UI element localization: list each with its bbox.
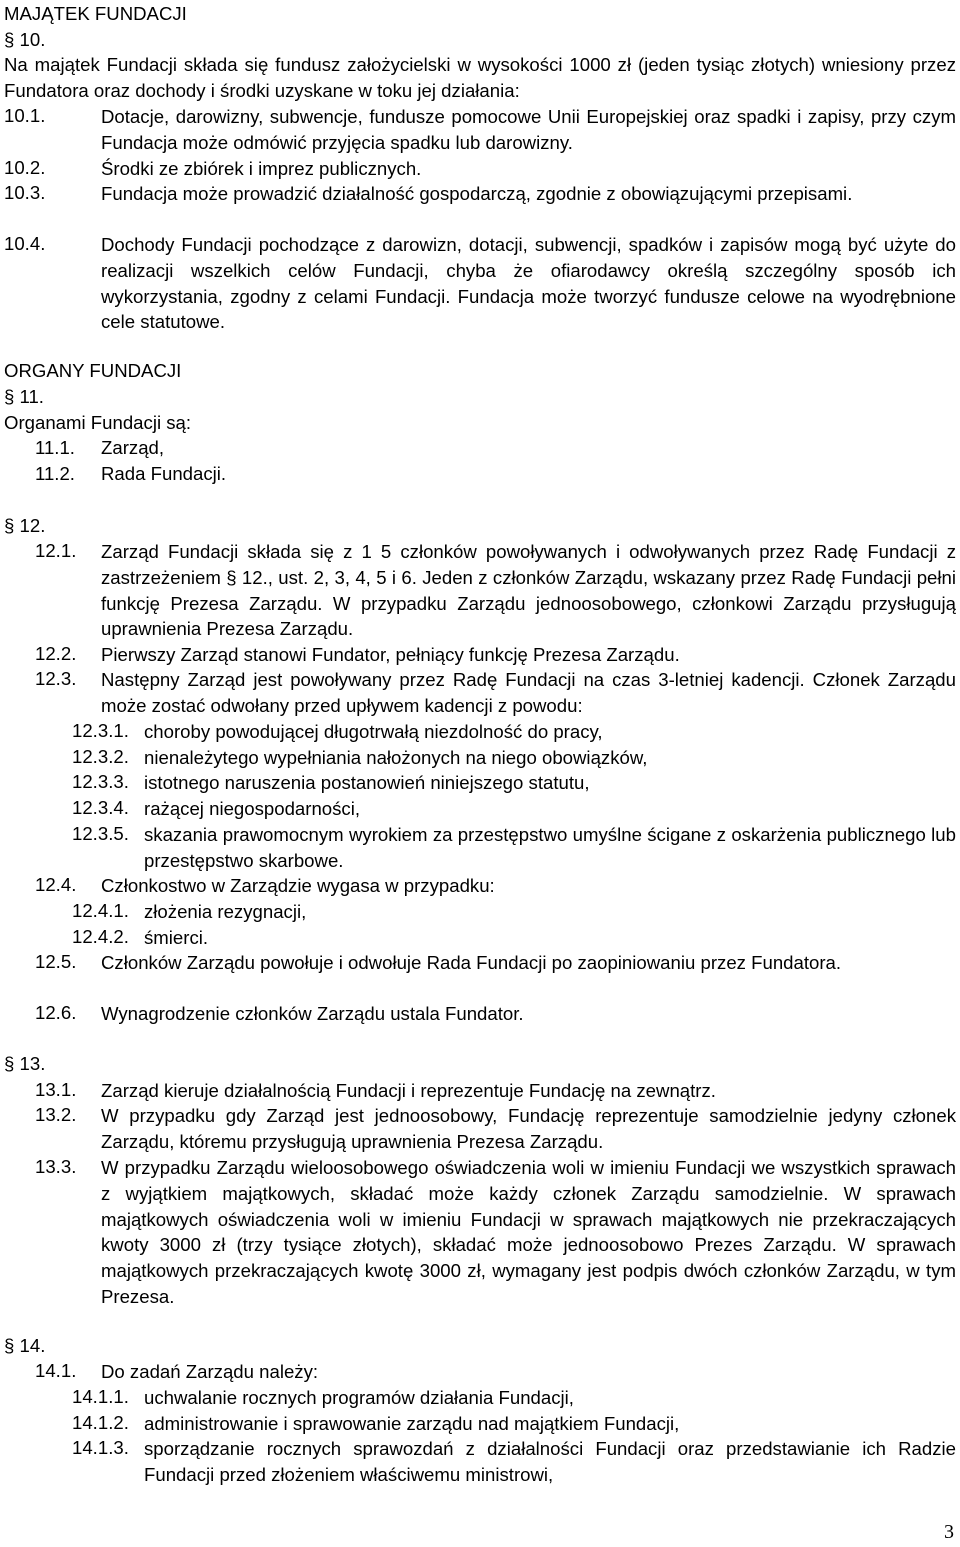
section-number-11: § 11. (4, 386, 44, 407)
sec11-intro: Organami Fundacji są: (4, 412, 192, 433)
page-number: 3 (944, 1521, 954, 1543)
item-text: Środki ze zbiórek i imprez publicznych. (101, 158, 422, 179)
item-text: Członkostwo w Zarządzie wygasa w przypadku: (101, 875, 495, 896)
item-text: Zarząd, (101, 437, 165, 458)
item-number: 12.1. (35, 540, 77, 561)
subitem-number: 12.3.3. (72, 771, 129, 792)
item-number: 10.1. (4, 105, 46, 126)
section-heading-organy: ORGANY FUNDACJI (4, 360, 182, 381)
section-number-14: § 14. (4, 1335, 46, 1356)
subitem-number: 12.4.1. (72, 900, 129, 921)
item-text: Następny Zarząd jest powoływany przez Radę Fundacji na czas 3-letniej kadencji. Członek Zarządu może zostać odwołany przed upływem kadencji z powodu: (101, 669, 956, 716)
item-number: 12.5. (35, 951, 77, 972)
item-text: W przypadku Zarządu wieloosobowego oświadczenia woli w imieniu Fundacji we wszystkich sprawach z wyjątkiem majątkowych, składać może każdy członek Zarządu samodzielnie. W sprawach majątkowych oświadczenia woli w imieniu Fundacji w sprawach majątkowych nie przekraczających kwoty 3000 zł (trzy tysiące złotych), składać może jednoosobowo Prezes Zarządu. W sprawach majątkowych przekraczających kwotę 3000 zł, wymagany jest podpis dwóch członków Zarządu, w tym Prezesa. (101, 1157, 956, 1307)
subitem-text: choroby powodującej długotrwałą niezdolność do pracy, (144, 721, 603, 742)
subitem-text: rażącej niegospodarności, (144, 798, 361, 819)
item-number: 10.3. (4, 182, 46, 203)
subitem-number: 14.1.3. (72, 1437, 129, 1458)
item-text: Zarząd kieruje działalnością Fundacji i reprezentuje Fundację na zewnątrz. (101, 1080, 716, 1101)
section-number-12: § 12. (4, 515, 46, 536)
item-text: Zarząd Fundacji składa się z 1 5 członków powoływanych i odwoływanych przez Radę Fundacji z zastrzeżeniem § 12., ust. 2, 3, 4, 5 i 6. Jeden z członków Zarządu, wskazany przez Radę Fundacji pełni funkcję Prezesa Zarządu. W przypadku Zarządu jednoosobowego, członkowi Zarządu przysługują uprawnienia Prezesa Zarządu. (101, 541, 956, 640)
subitem-number: 14.1.1. (72, 1386, 129, 1407)
item-text: Dotacje, darowizny, subwencje, fundusze pomocowe Unii Europejskiej oraz spadki i zapisy, przy czym Fundacja może odmówić przyjęcia spadku lub darowizny. (101, 106, 956, 153)
subitem-text: śmierci. (144, 927, 209, 948)
subitem-text: złożenia rezygnacji, (144, 901, 307, 922)
subitem-text: uchwalanie rocznych programów działania Fundacji, (144, 1387, 574, 1408)
item-text: W przypadku gdy Zarząd jest jednoosobowy, Fundację reprezentuje samodzielnie jedyny członek Zarządu, któremu przysługują uprawnienia Prezesa Zarządu. (101, 1105, 956, 1152)
subitem-number: 12.3.4. (72, 797, 129, 818)
item-text: Dochody Fundacji pochodzące z darowizn, dotacji, subwencji, spadków i zapisów mogą być użyte do realizacji wszelkich celów Fundacji, chyba że ofiarodawcy określą szczególny sposób ich wykorzystania, zgodny z celami Fundacji. Fundacja może tworzyć fundusze celowe na wyodrębnione cele statutowe. (101, 234, 956, 333)
subitem-text: administrowanie i sprawowanie zarządu nad majątkiem Fundacji, (144, 1413, 680, 1434)
item-number: 14.1. (35, 1360, 77, 1381)
subitem-text: istotnego naruszenia postanowień niniejszego statutu, (144, 772, 590, 793)
subitem-text: sporządzanie rocznych sprawozdań z działalności Fundacji oraz przedstawianie ich Radzie Fundacji przed złożeniem właściwemu ministrowi, (144, 1438, 956, 1485)
item-number: 10.2. (4, 157, 46, 178)
item-number: 12.4. (35, 874, 77, 895)
section-heading-majatek: MAJĄTEK FUNDACJI (4, 3, 187, 24)
subitem-number: 12.3.2. (72, 746, 129, 767)
item-number: 12.6. (35, 1002, 77, 1023)
subitem-text: nienależytego wypełniania nałożonych na niego obowiązków, (144, 747, 648, 768)
item-text: Rada Fundacji. (101, 463, 227, 484)
item-text: Do zadań Zarządu należy: (101, 1361, 319, 1382)
section-number-10: § 10. (4, 29, 46, 50)
subitem-number: 12.3.5. (72, 823, 129, 844)
item-text: Członków Zarządu powołuje i odwołuje Rada Fundacji po zaopiniowaniu przez Fundatora. (101, 952, 842, 973)
subitem-number: 12.4.2. (72, 926, 129, 947)
item-text: Pierwszy Zarząd stanowi Fundator, pełniący funkcję Prezesa Zarządu. (101, 644, 680, 665)
item-number: 13.2. (35, 1104, 77, 1125)
item-number: 12.3. (35, 668, 77, 689)
subitem-number: 14.1.2. (72, 1412, 129, 1433)
item-number: 10.4. (4, 233, 46, 254)
item-number: 11.2. (35, 463, 75, 484)
section-number-13: § 13. (4, 1053, 46, 1074)
item-text: Fundacja może prowadzić działalność gospodarczą, zgodnie z obowiązującymi przepisami. (101, 183, 853, 204)
item-text: Wynagrodzenie członków Zarządu ustala Fundator. (101, 1003, 524, 1024)
item-number: 13.3. (35, 1156, 77, 1177)
subitem-number: 12.3.1. (72, 720, 129, 741)
item-number: 11.1. (35, 437, 75, 458)
subitem-text: skazania prawomocnym wyrokiem za przestępstwo umyślne ścigane z oskarżenia publicznego lub przestępstwo skarbowe. (144, 824, 956, 871)
sec10-intro: Na majątek Fundacji składa się fundusz założycielski w wysokości 1000 zł (jeden tysiąc złotych) wniesiony przez Fundatora oraz dochody i środki uzyskane w toku jej działania: (4, 54, 956, 101)
item-number: 12.2. (35, 643, 77, 664)
item-number: 13.1. (35, 1079, 77, 1100)
